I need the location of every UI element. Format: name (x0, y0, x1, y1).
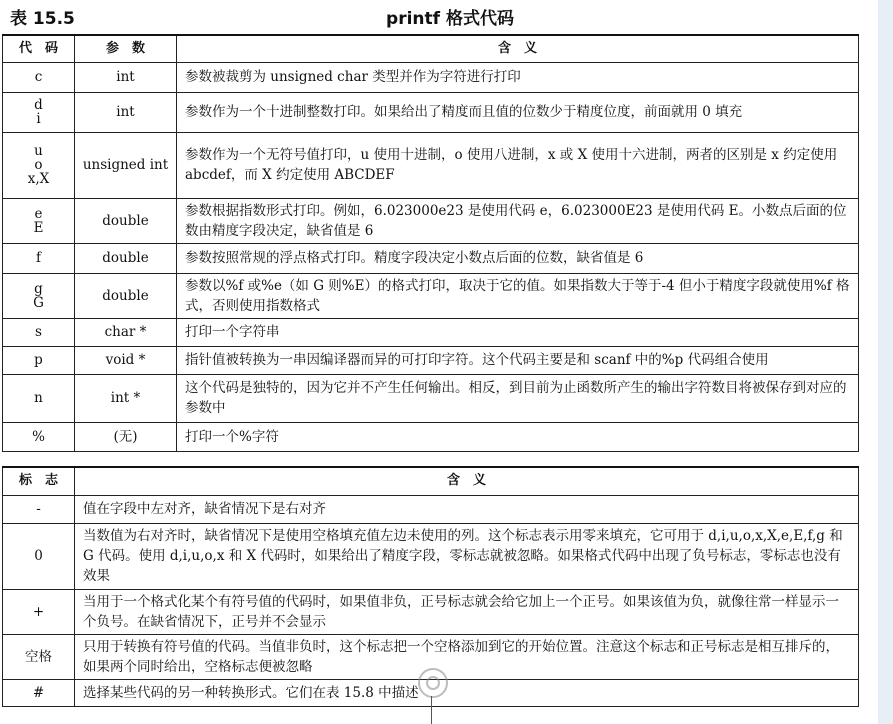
table-row (3, 374, 859, 422)
table-row (3, 198, 859, 243)
meaning-cell: 这个代码是独特的，因为它并不产生任何输出。相反，到目前为止函数所产生的输出字符数目将被保存到对应的参数中 (177, 374, 859, 422)
table-row (3, 273, 859, 318)
table-header-row (3, 35, 859, 62)
code-cell: e E (3, 198, 75, 243)
meaning-cell: 当用于一个格式化某个有符号值的代码时，如果值非负，正号标志就会给它加上一个正号。如果该值为负，就像往常一样显示一个负号。在缺省情况下，正号并不会显示 (75, 589, 859, 634)
table-row (3, 346, 859, 374)
code-cell: c (3, 62, 75, 92)
header-arg: 参 数 (75, 35, 177, 62)
flag-cell: 空格 (3, 634, 75, 679)
arg-cell: unsigned int (75, 132, 177, 198)
header-meaning: 含 义 (177, 35, 859, 62)
meaning-cell: 打印一个%字符 (177, 422, 859, 451)
arg-cell: int (75, 62, 177, 92)
arg-cell: int * (75, 374, 177, 422)
arg-cell: double (75, 198, 177, 243)
code-cell: p (3, 346, 75, 374)
title-row (0, 0, 893, 34)
code-cell: u o x,X (3, 132, 75, 198)
meaning-cell: 参数被裁剪为 unsigned char 类型并作为字符进行打印 (177, 62, 859, 92)
arg-cell: double (75, 243, 177, 273)
flag-cell: - (3, 495, 75, 523)
table-row (3, 318, 859, 346)
arg-cell: int (75, 92, 177, 132)
meaning-cell: 参数以%f 或%e（如 G 则%E）的格式打印，取决于它的值。如果指数大于等于-4 但小于精度字段就使用%f 格式，否则使用指数格式 (177, 273, 859, 318)
meaning-cell: 选择某些代码的另一种转换形式。它们在表 15.8 中描述 (75, 679, 859, 706)
table-row (3, 243, 859, 273)
arg-cell: (无) (75, 422, 177, 451)
watermark-icon (418, 668, 448, 698)
meaning-cell: 参数按照常规的浮点格式打印。精度字段决定小数点后面的位数，缺省值是 6 (177, 243, 859, 273)
flag-cell: 0 (3, 523, 75, 589)
code-cell: g G (3, 273, 75, 318)
code-cell: f (3, 243, 75, 273)
table-header-row (3, 467, 859, 495)
table-row (3, 495, 859, 523)
flag-cell: + (3, 589, 75, 634)
meaning-cell: 打印一个字符串 (177, 318, 859, 346)
meaning-cell: 参数作为一个无符号值打印，u 使用十进制，o 使用八进制，x 或 X 使用十六进制，两者的区别是 x 约定使用 abcdef，而 X 约定使用 ABCDEF (177, 132, 859, 198)
flag-cell: # (3, 679, 75, 706)
arg-cell: void * (75, 346, 177, 374)
arg-cell: double (75, 273, 177, 318)
meaning-cell: 参数根据指数形式打印。例如，6.023000e23 是使用代码 e，6.023000E23 是使用代码 E。小数点后面的位数由精度字段决定，缺省值是 6 (177, 198, 859, 243)
format-code-table (2, 34, 859, 452)
arg-cell: char * (75, 318, 177, 346)
meaning-cell: 参数作为一个十进制整数打印。如果给出了精度而且值的位数少于精度位度，前面就用 0 填充 (177, 92, 859, 132)
code-cell: % (3, 422, 75, 451)
meaning-cell: 只用于转换有符号值的代码。当值非负时，这个标志把一个空格添加到它的开始位置。注意这个标志和正号标志是相互排斥的，如果两个同时给出，空格标志便被忽略 (75, 634, 859, 679)
code-cell: n (3, 374, 75, 422)
meaning-cell: 当数值为右对齐时，缺省情况下是使用空格填充值左边未使用的列。这个标志表示用零来填充，它可用于 d,i,u,o,x,X,e,E,f,g 和 G 代码。使用 d,i,u,o,x 和 X 代码时，如果给出了精度字段，零标志就被忽略。如果格式代码中出现了负号标志，零标志也没有效果 (75, 523, 859, 589)
table-row (3, 132, 859, 198)
meaning-cell: 指针值被转换为一串因编译器而异的可打印字符。这个代码主要是和 scanf 中的%p 代码组合使用 (177, 346, 859, 374)
text-cursor (431, 696, 432, 724)
meaning-cell: 值在字段中左对齐，缺省情况下是右对齐 (75, 495, 859, 523)
table-row (3, 92, 859, 132)
code-cell: d i (3, 92, 75, 132)
table-row (3, 589, 859, 634)
table-row (3, 62, 859, 92)
header-flag: 标 志 (3, 467, 75, 495)
page-edge (878, 0, 893, 724)
code-cell: s (3, 318, 75, 346)
header-code: 代 码 (3, 35, 75, 62)
header-meaning: 含 义 (75, 467, 859, 495)
table-row (3, 422, 859, 451)
table-row (3, 523, 859, 589)
table-label: 表 15.5 (10, 9, 75, 29)
table-title: printf 格式代码 (386, 9, 514, 29)
